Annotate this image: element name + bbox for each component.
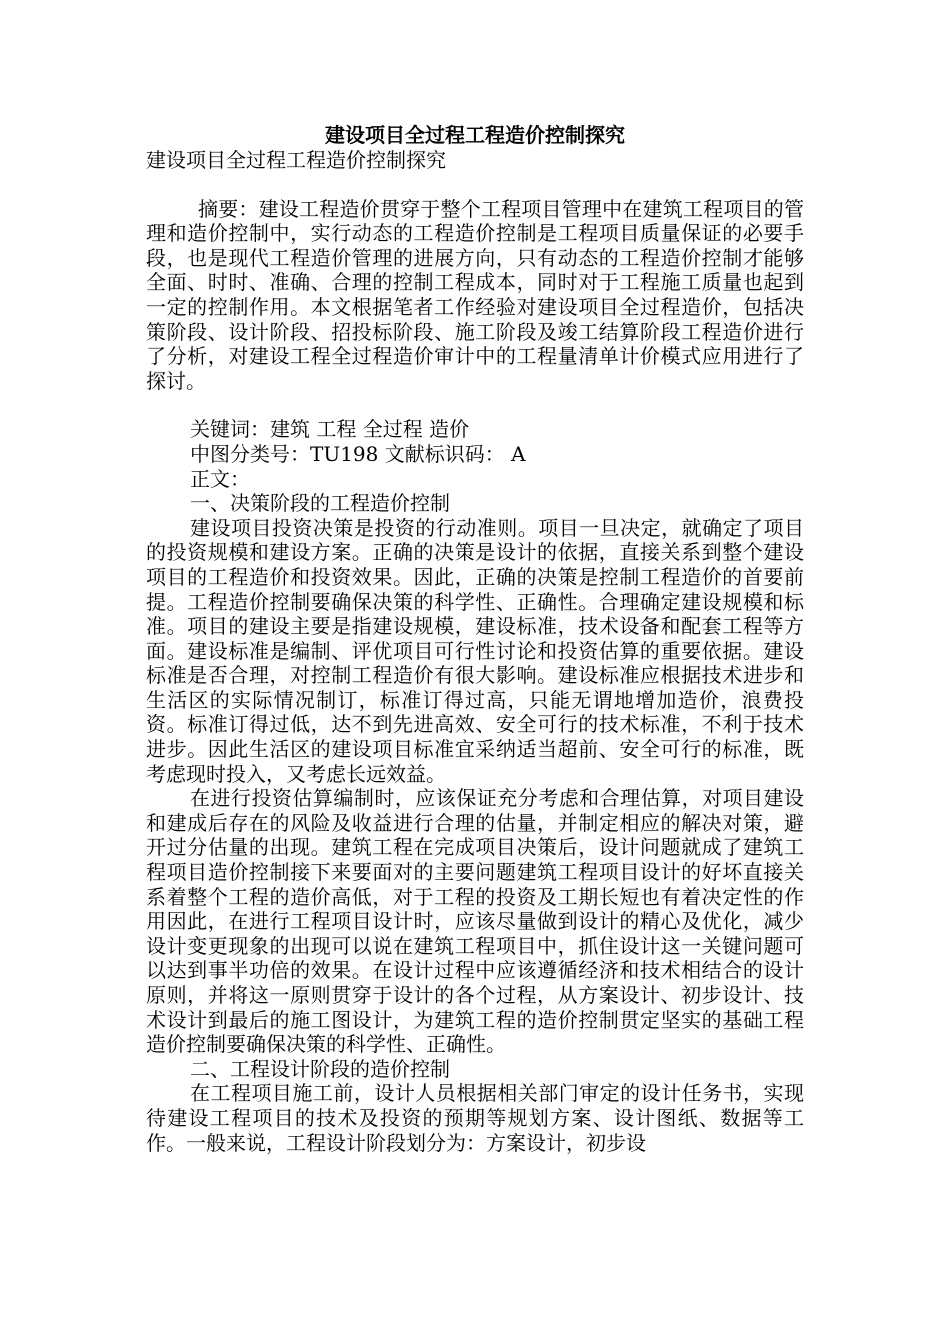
- paragraph-decision-2: 在进行投资估算编制时，应该保证充分考虑和合理估算，对项目建设和建成后存在的风险及收益进行合理的估量，并制定相应的解决对策，避开过分估量的出现。建筑工程在完成项目决策后，设计问题就成了建筑工程项目造价控制接下来要面对的主要问题建筑工程项目设计的好坏直接关系着整个工程的造价高低，对于工程的投资及工期长短也有着决定性的作用因此，在进行工程项目设计时，应该尽量做到设计的精心及优化，减少设计变更现象的出现可以说在建筑工程项目中，抓住设计这一关键问题可以达到事半功倍的效果。在设计过程中应该遵循经济和技术相结合的设计原则，并将这一原则贯穿于设计的各个过程，从方案设计、初步设计、技术设计到最后的施工图设计，为建筑工程的造价控制贯定坚实的基础工程造价控制要确保决策的科学性、正确性。: [146, 786, 804, 1057]
- paragraph-design-1: 在工程项目施工前，设计人员根据相关部门审定的设计任务书，实现待建设工程项目的技术及投资的预期等规划方案、设计图纸、数据等工作。一般来说，工程设计阶段划分为：方案设计，初步设: [146, 1081, 804, 1155]
- keywords-line: 关键词：建筑 工程 全过程 造价: [190, 417, 470, 442]
- section-heading-design: 二、工程设计阶段的造价控制: [190, 1056, 450, 1081]
- document-subtitle: 建设项目全过程工程造价控制探究: [146, 148, 446, 172]
- document-body: [146, 122, 804, 1155]
- section-heading-decision: 一、决策阶段的工程造价控制: [190, 491, 450, 516]
- paragraph-decision-1: 建设项目投资决策是投资的行动准则。项目一旦决定，就确定了项目的投资规模和建设方案。正确的决策是设计的依据，直接关系到整个建设项目的工程造价和投资效果。因此，正确的决策是控制工程造价的首要前提。工程造价控制要确保决策的科学性、正确性。合理确定建设规模和标准。项目的建设主要是指建设规模，建设标准，技术设备和配套工程等方面。建设标准是编制、评优项目可行性讨论和投资估算的重要依据。建设标准是否合理，对控制工程造价有很大影响。建设标准应根据技术进步和生活区的实际情况制订，标准订得过高，只能无谓地增加造价，浪费投资。标准订得过低，达不到先进高效、安全可行的技术标准，不利于技术进步。因此生活区的建设项目标准宜采纳适当超前、安全可行的标准，既考虑现时投入，又考虑长远效益。: [146, 515, 804, 786]
- document-title: 建设项目全过程工程造价控制探究: [325, 123, 625, 147]
- classification-line: 中图分类号：TU198 文献标识码： A: [190, 441, 526, 466]
- abstract-paragraph: 摘要：建设工程造价贯穿于整个工程项目管理中在建筑工程项目的管理和造价控制中，实行动态的工程造价控制是工程项目质量保证的必要手段，也是现代工程造价管理的进展方向，只有动态的工程造价控制才能够全面、时时、准确、合理的控制工程成本，同时对于工程施工质量也起到一定的控制作用。本文根据笔者工作经验对建设项目全过程造价，包括决策阶段、设计阶段、招投标阶段、施工阶段及竣工结算阶段工程造价进行了分析，对建设工程全过程造价审计中的工程量清单计价模式应用进行了探讨。: [146, 196, 804, 393]
- body-label: 正文：: [190, 466, 250, 491]
